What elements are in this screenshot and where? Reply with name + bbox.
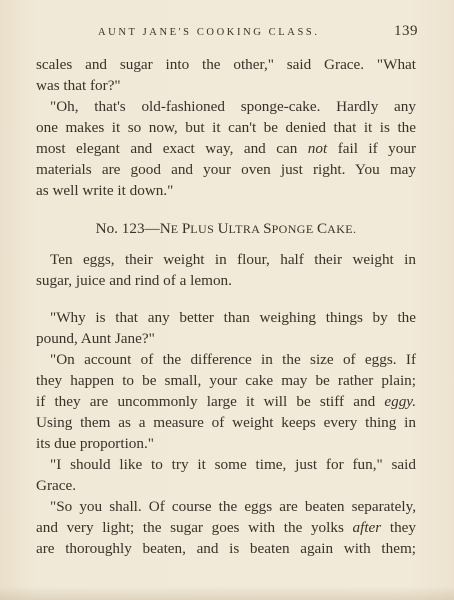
text-line: they happen to be small, your cake may be rather plain; <box>36 372 416 389</box>
text-line: if they are uncommonly large it will be stiff and eggy. <box>36 393 416 410</box>
text-line: pound, Aunt Jane?" <box>36 330 155 347</box>
text-line: as well write it down." <box>36 182 174 199</box>
page-number: 139 <box>394 23 418 39</box>
text-line: are thoroughly beaten, and is beaten again with them; <box>36 540 416 557</box>
text-line: materials are good and your oven just right. You may <box>36 161 416 178</box>
text-line: one makes it so now, but it can't be denied that it is the <box>36 119 416 136</box>
recipe-heading: No. 123—NE PLUS ULTRA SPONGE CAKE. <box>95 220 357 237</box>
emphasis: after <box>352 519 382 536</box>
text-line: sugar, juice and rind of a lemon. <box>36 272 232 289</box>
text-line: scales and sugar into the other," said Grace. "What <box>36 56 416 73</box>
text-line: "So you shall. Of course the eggs are beaten separately, <box>50 498 416 515</box>
text-line: and very light; the sugar goes with the yolks after they <box>36 519 416 536</box>
text-line: Using them as a measure of weight keeps every thing in <box>36 414 416 431</box>
text-line: Ten eggs, their weight in flour, half their weight in <box>50 251 416 268</box>
text-line: "Why is that any better than weighing things by the <box>50 309 416 326</box>
page-header <box>98 24 418 42</box>
text-line: was that for?" <box>36 77 121 94</box>
body-text <box>36 54 416 559</box>
running-head: AUNT JANE'S COOKING CLASS. <box>98 27 320 38</box>
emphasis: not <box>307 140 328 157</box>
text-line: its due proportion." <box>36 435 154 452</box>
text-line: "I should like to try it some time, just for fun," said <box>50 456 416 473</box>
emphasis: eggy. <box>384 393 416 410</box>
text-line: "On account of the difference in the size of eggs. If <box>50 351 416 368</box>
text-line: "Oh, that's old-fashioned sponge-cake. Hardly any <box>50 98 416 115</box>
page-edge-shadow <box>0 586 454 600</box>
text-line: Grace. <box>36 477 77 494</box>
text-line: most elegant and exact way, and can not fail if your <box>36 140 416 157</box>
